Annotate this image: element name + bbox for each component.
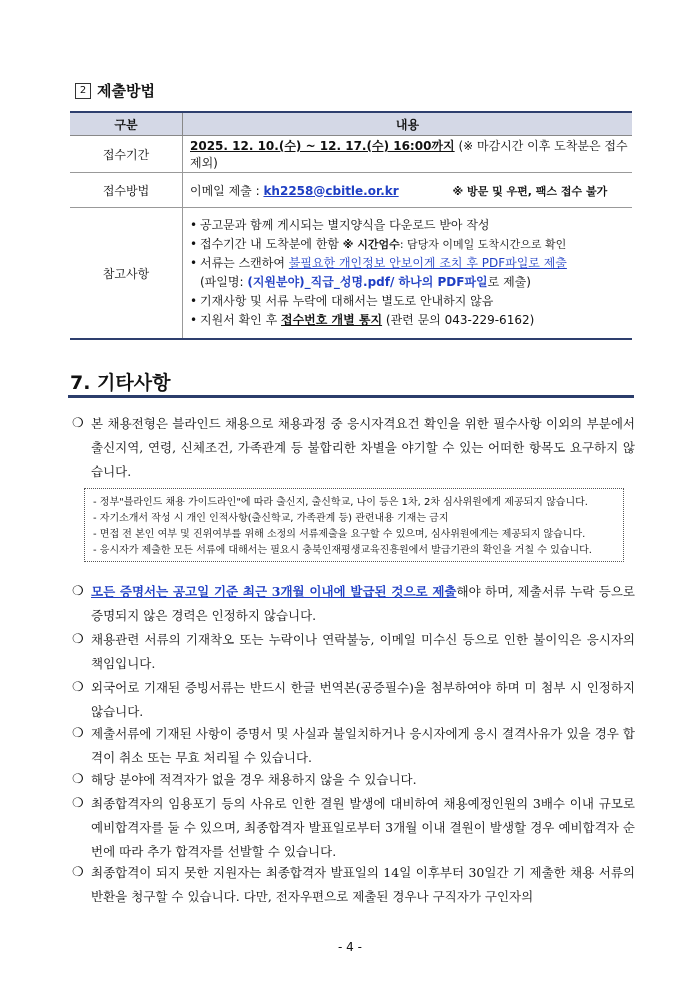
list-item (70, 628, 635, 676)
bullet-dot: • (190, 218, 198, 232)
period-label: 접수기간 (70, 136, 183, 173)
table-header-row (70, 112, 632, 136)
bullet-dot: • (190, 256, 198, 270)
bullet-dot: • (190, 294, 198, 308)
list-item (70, 676, 635, 724)
note-line: - 면접 전 본인 여부 및 진위여부를 위해 소정의 서류제출을 요구할 수 있으며, 심사위원에게는 제공되지 않습니다. (93, 529, 586, 540)
bullet-text: 모든 증명서는 공고일 기준 최근 3개월 이내에 발급된 것으로 제출해야 하며, 제출서류 누락 등으로 증명되지 않은 경력은 인정하지 않습니다. (91, 584, 635, 623)
bullet-circle-icon: ❍ (72, 796, 84, 811)
email-link[interactable]: kh2258@cbitle.or.kr (263, 183, 399, 198)
chapter-divider (68, 395, 634, 398)
reference-list (184, 216, 631, 330)
section-number: 2 (75, 83, 91, 99)
submission-table (70, 111, 632, 340)
list-item: • 지원서 확인 후 접수번호 개별 통지 (관련 문의 043-229-6162) (190, 311, 631, 330)
list-item (70, 580, 635, 628)
header-category: 구분 (70, 112, 183, 136)
method-label: 접수방법 (70, 173, 183, 208)
note-line: - 응시자가 제출한 모든 서류에 대해서는 필요시 충북인재평생교육진흥원에서 발급기관의 확인을 거칠 수 있습니다. (93, 545, 592, 556)
bullet-text: 외국어로 기재된 증빙서류는 반드시 한글 번역본(공증필수)을 첨부하여야 하며 미 첨부 시 인정하지 않습니다. (91, 680, 635, 719)
bullet-text: 본 채용전형은 블라인드 채용으로 채용과정 중 응시자격요건 확인을 위한 필수사항 이외의 부분에서 출신지역, 연령, 신체조건, 가족관계 등 불합리한 차별을 야기할 수 있는 어떠한 항목도 요구하지 않습니다. (91, 416, 635, 479)
list-item (70, 768, 635, 792)
reference-label: 참고사항 (70, 208, 183, 340)
bullet-text: 제출서류에 기재된 사항이 증명서 및 사실과 불일치하거나 응시자에게 응시 결격사유가 있을 경우 합격이 취소 또는 무효 처리될 수 있습니다. (91, 726, 635, 765)
bullet-text: 채용관련 서류의 기재착오 또는 누락이나 연락불능, 이메일 미수신 등으로 인한 불이익은 응시자의 책임입니다. (91, 632, 635, 671)
method-note: ※ 방문 및 우편, 팩스 접수 불가 (452, 184, 608, 198)
table-row (70, 208, 632, 340)
bullet-circle-icon: ❍ (72, 680, 84, 695)
table-row (70, 136, 632, 173)
list-item: • 접수기간 내 도착분에 한함 ※ 시간엄수: 담당자 이메일 도착시간으로 확인 (190, 235, 631, 254)
list-item: • 서류는 스캔하여 불필요한 개인정보 안보이게 조치 후 PDF파일로 제출 (190, 254, 631, 273)
bullet-circle-icon: ❍ (72, 772, 84, 787)
period-note: (※ 마감시간 이후 도착분은 접수 제외) (190, 139, 628, 170)
list-item: (파일명: (지원분야)_직급_성명.pdf/ 하나의 PDF파일로 제출) (200, 275, 531, 289)
page-number: - 4 - (338, 940, 362, 954)
note-line: - 자기소개서 작성 시 개인 인적사항(출신학교, 가족관계 등) 관련내용 기재는 금지 (93, 513, 449, 524)
bullet-circle-icon: ❍ (72, 632, 84, 647)
note-line: - 정부"블라인드 채용 가이드라인"에 따라 출신지, 출신학교, 나이 등은 1차, 2차 심사위원에게 제공되지 않습니다. (93, 497, 588, 508)
period-cell (183, 136, 633, 173)
method-prefix: 이메일 제출 : (190, 183, 264, 198)
highlight-text: 모든 증명서는 공고일 기준 최근 3개월 이내에 발급된 것으로 제출 (91, 584, 457, 599)
chapter-title: 7. 기타사항 (70, 372, 171, 394)
list-item (70, 412, 635, 484)
notes-box (84, 488, 624, 562)
bullet-text: 최종합격이 되지 못한 지원자는 최종합격자 발표일의 14일 이후부터 30일간 기 제출한 채용 서류의 반환을 청구할 수 있습니다. 다만, 전자우편으로 제출된 경우나 구직자가 구인자의 (91, 865, 635, 904)
list-item: • 공고문과 함께 게시되는 별지양식을 다운로드 받아 작성 (190, 216, 631, 235)
bullet-dot: • (190, 237, 198, 251)
period-value: 2025. 12. 10.(수) ~ 12. 17.(수) 16:00까지 (190, 139, 455, 153)
list-item (70, 792, 635, 864)
bullet-circle-icon: ❍ (72, 726, 84, 741)
list-item (70, 861, 635, 909)
bullet-dot: • (190, 313, 198, 327)
table-row (70, 173, 632, 208)
method-cell (183, 173, 633, 208)
list-item: • 기재사항 및 서류 누락에 대해서는 별도로 안내하지 않음 (190, 292, 631, 311)
section-title: 제출방법 (97, 82, 155, 100)
bullet-circle-icon: ❍ (72, 416, 84, 431)
list-item (70, 722, 635, 770)
bullet-circle-icon: ❍ (72, 865, 84, 880)
header-content: 내용 (183, 112, 633, 136)
reference-cell (183, 208, 633, 340)
bullet-circle-icon: ❍ (72, 584, 84, 599)
section-heading (75, 80, 155, 101)
bullet-text: 최종합격자의 임용포기 등의 사유로 인한 결원 발생에 대비하여 채용예정인원의 3배수 이내 규모로 예비합격자를 둘 수 있으며, 최종합격자 발표일로부터 3개월 이내 결원이 발생할 경우 예비합격자 순번에 따라 추가 합격자를 선발할 수 있습니다. (91, 796, 635, 859)
bullet-text: 해당 분야에 적격자가 없을 경우 채용하지 않을 수 있습니다. (91, 772, 417, 787)
